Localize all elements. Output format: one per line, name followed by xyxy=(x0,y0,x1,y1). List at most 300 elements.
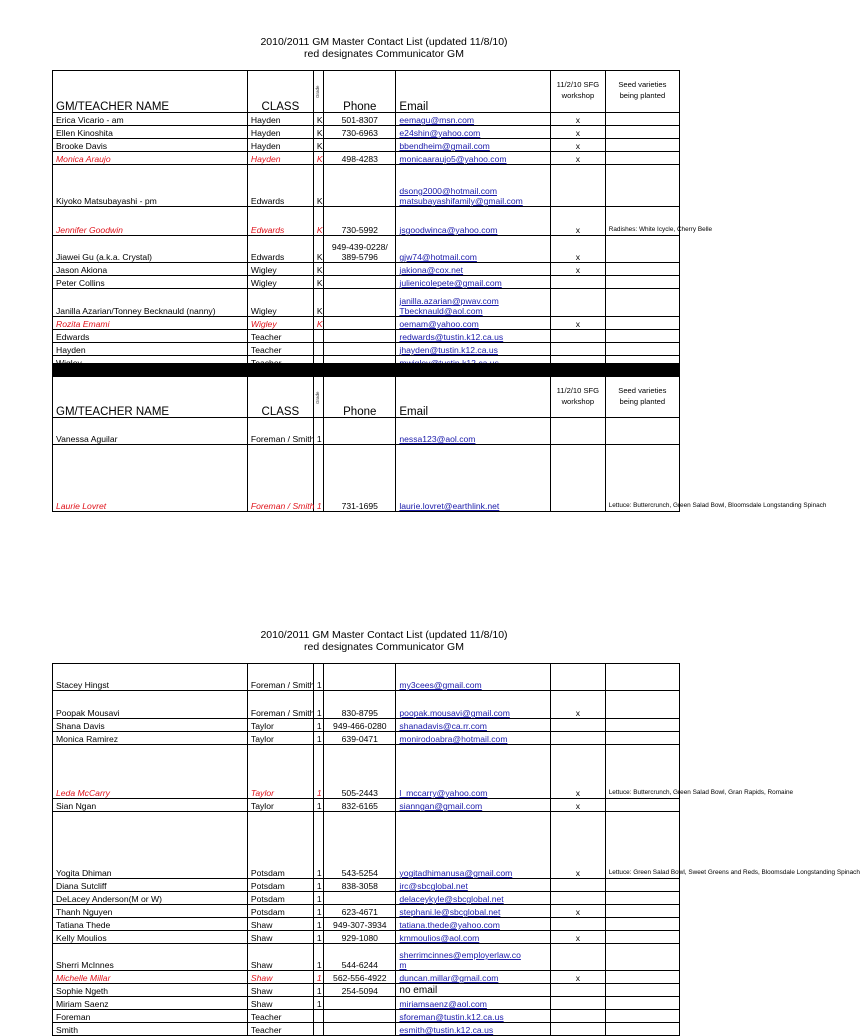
grade-value: K xyxy=(313,126,323,139)
email-cell xyxy=(396,719,551,732)
phone-number xyxy=(324,418,396,445)
email-cell xyxy=(396,732,551,745)
grade-value: K xyxy=(313,317,323,330)
class-name: Edwards xyxy=(247,236,313,263)
table-row xyxy=(53,745,680,799)
header-phone: Phone xyxy=(324,377,396,418)
table-row xyxy=(53,113,680,126)
email-link[interactable]: esmith@tustin.k12.ca.us xyxy=(399,1025,494,1035)
header-workshop: 11/2/10 SFG workshop xyxy=(551,71,606,113)
table-row xyxy=(53,317,680,330)
seed-varieties xyxy=(605,879,679,892)
email-cell xyxy=(396,931,551,944)
grade-value: 1 xyxy=(313,905,323,918)
email-cell xyxy=(396,892,551,905)
grade-value: 1 xyxy=(313,931,323,944)
email-cell xyxy=(396,126,551,139)
seed-varieties xyxy=(605,1023,679,1036)
table-row xyxy=(53,984,680,997)
phone-number xyxy=(324,719,396,732)
class-name: Shaw xyxy=(247,984,313,997)
phone-number xyxy=(324,664,396,691)
email-cell xyxy=(396,745,551,799)
email-text: no email xyxy=(399,985,438,996)
table-row xyxy=(53,263,680,276)
workshop-mark: x xyxy=(551,207,606,236)
grade-value: 1 xyxy=(313,418,323,445)
phone-line: 543-5254 xyxy=(341,868,378,878)
workshop-mark xyxy=(551,984,606,997)
class-name: Teacher xyxy=(247,1023,313,1036)
header-grade: Grade xyxy=(313,377,323,418)
workshop-mark: x xyxy=(551,812,606,879)
phone-line: 949-439-0228/ xyxy=(331,242,388,252)
phone-number xyxy=(324,918,396,931)
email-link[interactable]: kmmoulios@aol.com xyxy=(399,933,480,943)
email-cell xyxy=(396,289,551,317)
table-row xyxy=(53,126,680,139)
seed-varieties xyxy=(605,317,679,330)
workshop-mark: x xyxy=(551,931,606,944)
workshop-mark xyxy=(551,719,606,732)
contact-name: Stacey Hingst xyxy=(53,664,248,691)
phone-number xyxy=(324,317,396,330)
email-link[interactable]: my3cees@gmail.com xyxy=(399,680,482,690)
table-row xyxy=(53,276,680,289)
email-link[interactable]: e24shin@yahoo.com xyxy=(399,128,481,138)
contact-name: Ellen Kinoshita xyxy=(53,126,248,139)
contact-name: Sherri McInnes xyxy=(53,944,248,971)
phone-line: 562-556-4922 xyxy=(333,973,387,983)
seed-varieties xyxy=(605,905,679,918)
workshop-mark xyxy=(551,879,606,892)
phone-line: 544-6244 xyxy=(341,960,378,970)
email-link[interactable]: duncan.millar@gmail.com xyxy=(399,973,499,983)
contact-name: Jennifer Goodwin xyxy=(53,207,248,236)
email-cell xyxy=(396,418,551,445)
workshop-mark: x xyxy=(551,236,606,263)
table-row xyxy=(53,330,680,343)
phone-number xyxy=(324,236,396,263)
contact-name: Peter Collins xyxy=(53,276,248,289)
class-name: Wigley xyxy=(247,263,313,276)
phone-line: 623-4671 xyxy=(341,907,378,917)
table-row xyxy=(53,719,680,732)
workshop-mark: x xyxy=(551,152,606,165)
email-link[interactable]: monirodoabra@hotmail.com xyxy=(399,734,508,744)
page-subtitle: red designates Communicator GM xyxy=(304,48,464,60)
phone-number xyxy=(324,984,396,997)
table-row xyxy=(53,152,680,165)
phone-number xyxy=(324,971,396,984)
class-name: Hayden xyxy=(247,126,313,139)
page-subtitle: red designates Communicator GM xyxy=(304,641,464,653)
seed-varieties xyxy=(605,732,679,745)
contact-name: Tatiana Thede xyxy=(53,918,248,931)
contact-name: Poopak Mousavi xyxy=(53,691,248,719)
phone-number xyxy=(324,879,396,892)
header-name: GM/TEACHER NAME xyxy=(53,71,248,113)
header-phone: Phone xyxy=(324,71,396,113)
workshop-mark: x xyxy=(551,126,606,139)
phone-line: 498-4283 xyxy=(341,154,378,164)
grade-value xyxy=(313,343,323,356)
class-name: Wigley xyxy=(247,276,313,289)
email-link[interactable]: miriamsaenz@aol.com xyxy=(399,999,487,1009)
phone-line: 929-1080 xyxy=(341,933,378,943)
phone-number xyxy=(324,799,396,812)
seed-varieties xyxy=(605,165,679,207)
phone-line-2: 389-5796 xyxy=(341,252,378,262)
email-link[interactable]: delaceykyle@sbcglobal.net xyxy=(399,894,504,904)
class-name: Potsdam xyxy=(247,812,313,879)
grade-value: 1 xyxy=(313,812,323,879)
email-cell xyxy=(396,330,551,343)
grade-value: 1 xyxy=(313,745,323,799)
class-name: Taylor xyxy=(247,745,313,799)
email-link[interactable]: sianngan@gmail.com xyxy=(399,801,483,811)
email-cell xyxy=(396,664,551,691)
phone-line: 949-466-0280 xyxy=(333,721,387,731)
workshop-mark: x xyxy=(551,317,606,330)
class-name: Shaw xyxy=(247,918,313,931)
workshop-mark xyxy=(551,1010,606,1023)
phone-number xyxy=(324,445,396,512)
phone-number xyxy=(324,343,396,356)
class-name: Hayden xyxy=(247,113,313,126)
table-row xyxy=(53,139,680,152)
class-name: Hayden xyxy=(247,139,313,152)
grade-value: K xyxy=(313,139,323,152)
workshop-mark: x xyxy=(551,799,606,812)
seed-varieties xyxy=(605,276,679,289)
email-cell xyxy=(396,997,551,1010)
phone-number xyxy=(324,892,396,905)
phone-line: 838-3058 xyxy=(341,881,378,891)
contact-name: Diana Sutcliff xyxy=(53,879,248,892)
email-link-2[interactable]: Tbecknauld@aol.com xyxy=(399,306,483,316)
grade-value xyxy=(313,330,323,343)
table-row xyxy=(53,289,680,317)
email-link-2[interactable]: m xyxy=(399,960,407,970)
table-row xyxy=(53,165,680,207)
email-link[interactable]: dsong2000@hotmail.com xyxy=(399,186,497,196)
grade-value: K xyxy=(313,263,323,276)
phone-number xyxy=(324,944,396,971)
workshop-mark: x xyxy=(551,113,606,126)
seed-varieties xyxy=(605,918,679,931)
contact-name: Rozita Emami xyxy=(53,317,248,330)
contact-table-first-grade xyxy=(52,363,827,512)
contact-name: Yogita Dhiman xyxy=(53,812,248,879)
phone-number xyxy=(324,289,396,317)
email-link[interactable]: laurie.lovret@earthlink.net xyxy=(399,501,500,511)
email-link[interactable]: jakiona@cox.net xyxy=(399,265,464,275)
class-name: Foreman / Smith xyxy=(247,445,313,512)
contact-name: Michelle Millar xyxy=(53,971,248,984)
table-row xyxy=(53,1023,680,1036)
contact-name: Laurie Lovret xyxy=(53,445,248,512)
class-name: Potsdam xyxy=(247,905,313,918)
header-class: CLASS xyxy=(247,71,313,113)
email-link[interactable]: gjw74@hotmail.com xyxy=(399,252,477,262)
phone-line: 731-1695 xyxy=(341,501,378,511)
email-link[interactable]: sforeman@tustin.k12.ca.us xyxy=(399,1012,504,1022)
workshop-mark xyxy=(551,1023,606,1036)
email-link[interactable]: oemam@yahoo.com xyxy=(399,319,479,329)
table-row xyxy=(53,799,680,812)
email-link[interactable]: l_mccarry@yahoo.com xyxy=(399,788,488,798)
seed-varieties xyxy=(605,343,679,356)
email-cell xyxy=(396,165,551,207)
contact-name: Shana Davis xyxy=(53,719,248,732)
seed-varieties xyxy=(605,719,679,732)
class-name: Edwards xyxy=(247,165,313,207)
phone-line: 949-307-3934 xyxy=(333,920,387,930)
table-row xyxy=(53,971,680,984)
table-row xyxy=(53,812,680,879)
phone-line: 501-8307 xyxy=(341,115,378,125)
phone-number xyxy=(324,276,396,289)
table-row xyxy=(53,207,680,236)
contact-name: Monica Ramirez xyxy=(53,732,248,745)
contact-name: Kelly Moulios xyxy=(53,931,248,944)
contact-name: Kiyoko Matsubayashi - pm xyxy=(53,165,248,207)
seed-varieties xyxy=(605,1010,679,1023)
section-divider xyxy=(53,364,680,377)
workshop-mark xyxy=(551,289,606,317)
contact-name: Smith xyxy=(53,1023,248,1036)
class-name: Wigley xyxy=(247,317,313,330)
grade-value: 1 xyxy=(313,997,323,1010)
contact-name: Sian Ngan xyxy=(53,799,248,812)
phone-number xyxy=(324,905,396,918)
seed-varieties xyxy=(605,799,679,812)
class-name: Potsdam xyxy=(247,879,313,892)
contact-name: Erica Vicario - am xyxy=(53,113,248,126)
class-name: Taylor xyxy=(247,732,313,745)
email-cell xyxy=(396,1010,551,1023)
seed-varieties: Lettuce: Buttercrunch, Green Salad Bowl, Gran Rapids, Romaine xyxy=(605,745,679,799)
grade-value: K xyxy=(313,152,323,165)
email-link[interactable]: stephani.le@sbcglobal.net xyxy=(399,907,501,917)
contact-table-first-grade-continued xyxy=(52,663,860,1036)
email-cell xyxy=(396,445,551,512)
table-row xyxy=(53,664,680,691)
email-cell xyxy=(396,236,551,263)
header-grade: Grade xyxy=(313,71,323,113)
grade-value: 1 xyxy=(313,918,323,931)
contact-name: Janilla Azarian/Tonney Becknauld (nanny) xyxy=(53,289,248,317)
class-name: Foreman / Smith xyxy=(247,664,313,691)
phone-number xyxy=(324,207,396,236)
seed-varieties xyxy=(605,330,679,343)
seed-varieties: Lettuce: Green Salad Bowl, Sweet Greens and Reds, Bloomsdale Longstanding Spinach xyxy=(605,812,679,879)
table-row xyxy=(53,236,680,263)
table-row xyxy=(53,997,680,1010)
workshop-mark xyxy=(551,445,606,512)
email-cell xyxy=(396,1023,551,1036)
header-workshop: 11/2/10 SFG workshop xyxy=(551,377,606,418)
email-cell xyxy=(396,343,551,356)
class-name: Wigley xyxy=(247,289,313,317)
workshop-mark xyxy=(551,892,606,905)
contact-name: DeLacey Anderson(M or W) xyxy=(53,892,248,905)
email-cell xyxy=(396,879,551,892)
workshop-mark xyxy=(551,918,606,931)
seed-varieties xyxy=(605,152,679,165)
contact-name: Monica Araujo xyxy=(53,152,248,165)
contact-name: Brooke Davis xyxy=(53,139,248,152)
phone-number xyxy=(324,1010,396,1023)
email-link[interactable]: jhayden@tustin.k12.ca.us xyxy=(399,345,498,355)
table-row xyxy=(53,445,680,512)
table-header-row xyxy=(53,377,680,418)
workshop-mark xyxy=(551,165,606,207)
contact-table-kindergarten xyxy=(52,70,713,369)
email-link[interactable]: julienicolepete@gmail.com xyxy=(399,278,502,288)
email-link[interactable]: nessa123@aol.com xyxy=(399,434,476,444)
email-cell xyxy=(396,984,551,997)
seed-varieties xyxy=(605,263,679,276)
table-row xyxy=(53,732,680,745)
email-link[interactable]: irc@sbcglobal.net xyxy=(399,881,468,891)
table-row xyxy=(53,905,680,918)
table-row xyxy=(53,691,680,719)
table-row xyxy=(53,918,680,931)
email-link[interactable]: tatiana.thede@yahoo.com xyxy=(399,920,500,930)
seed-varieties xyxy=(605,664,679,691)
page-title: 2010/2011 GM Master Contact List (updated 11/8/10) xyxy=(260,629,508,641)
contact-name: Miriam Saenz xyxy=(53,997,248,1010)
table-row xyxy=(53,879,680,892)
email-link[interactable]: shanadavis@ca.rr.com xyxy=(399,721,487,731)
page-title: 2010/2011 GM Master Contact List (updated 11/8/10) xyxy=(260,36,508,48)
header-seeds: Seed varieties being planted xyxy=(605,377,679,418)
contact-name: Jiawei Gu (a.k.a. Crystal) xyxy=(53,236,248,263)
class-name: Teacher xyxy=(247,1010,313,1023)
email-link[interactable]: janilla.azarian@pwav.com xyxy=(399,296,499,306)
email-link[interactable]: eemagu@msn.com xyxy=(399,115,475,125)
table-row xyxy=(53,418,680,445)
phone-number xyxy=(324,931,396,944)
seed-varieties xyxy=(605,126,679,139)
email-cell xyxy=(396,317,551,330)
workshop-mark: x xyxy=(551,745,606,799)
table-row xyxy=(53,892,680,905)
grade-value xyxy=(313,1023,323,1036)
class-name: Taylor xyxy=(247,719,313,732)
email-cell xyxy=(396,113,551,126)
email-cell xyxy=(396,971,551,984)
email-link-2[interactable]: matsubayashifamily@gmail.com xyxy=(399,196,523,206)
grade-value: 1 xyxy=(313,445,323,512)
class-name: Shaw xyxy=(247,997,313,1010)
grade-value: 1 xyxy=(313,799,323,812)
class-name: Teacher xyxy=(247,343,313,356)
email-cell xyxy=(396,799,551,812)
email-link[interactable]: bbendheim@gmail.com xyxy=(399,141,490,151)
email-link[interactable]: sherrimcinnes@employerlaw.co xyxy=(399,950,521,960)
phone-number xyxy=(324,745,396,799)
seed-varieties xyxy=(605,892,679,905)
phone-number xyxy=(324,165,396,207)
phone-number xyxy=(324,330,396,343)
seed-varieties xyxy=(605,971,679,984)
seed-varieties: Radishes: White Icycle, Cherry Belle xyxy=(605,207,679,236)
phone-number xyxy=(324,732,396,745)
class-name: Teacher xyxy=(247,330,313,343)
email-link[interactable]: monicaaraujo5@yahoo.com xyxy=(399,154,507,164)
grade-value xyxy=(313,1010,323,1023)
workshop-mark xyxy=(551,330,606,343)
workshop-mark: x xyxy=(551,263,606,276)
workshop-mark: x xyxy=(551,139,606,152)
email-link[interactable]: jsgoodwinca@yahoo.com xyxy=(399,225,498,235)
class-name: Potsdam xyxy=(247,892,313,905)
class-name: Taylor xyxy=(247,799,313,812)
class-name: Hayden xyxy=(247,152,313,165)
grade-value: K xyxy=(313,276,323,289)
email-cell xyxy=(396,944,551,971)
email-link[interactable]: poopak.mousavi@gmail.com xyxy=(399,708,510,718)
seed-varieties: Lettuce: Buttercrunch, Green Salad Bowl, Bloomsdale Longstanding Spinach xyxy=(605,445,679,512)
workshop-mark xyxy=(551,944,606,971)
phone-number xyxy=(324,997,396,1010)
contact-name: Leda McCarry xyxy=(53,745,248,799)
workshop-mark: x xyxy=(551,691,606,719)
phone-number xyxy=(324,691,396,719)
grade-value: K xyxy=(313,289,323,317)
seed-varieties xyxy=(605,997,679,1010)
contact-name: Sophie Ngeth xyxy=(53,984,248,997)
class-name: Shaw xyxy=(247,971,313,984)
contact-name: Vanessa Aguilar xyxy=(53,418,248,445)
workshop-mark xyxy=(551,418,606,445)
phone-line: 639-0471 xyxy=(341,734,378,744)
class-name: Shaw xyxy=(247,931,313,944)
header-class: CLASS xyxy=(247,377,313,418)
phone-number xyxy=(324,1023,396,1036)
workshop-mark: x xyxy=(551,971,606,984)
seed-varieties xyxy=(605,113,679,126)
grade-value: 1 xyxy=(313,879,323,892)
phone-line: 730-6963 xyxy=(341,128,378,138)
email-link[interactable]: yogitadhimanusa@gmail.com xyxy=(399,868,513,878)
workshop-mark xyxy=(551,997,606,1010)
phone-number xyxy=(324,126,396,139)
workshop-mark xyxy=(551,664,606,691)
phone-number xyxy=(324,812,396,879)
grade-value: 1 xyxy=(313,691,323,719)
phone-number xyxy=(324,113,396,126)
workshop-mark xyxy=(551,343,606,356)
email-cell xyxy=(396,918,551,931)
grade-value: K xyxy=(313,207,323,236)
seed-varieties xyxy=(605,691,679,719)
email-cell xyxy=(396,139,551,152)
email-cell xyxy=(396,207,551,236)
grade-value: K xyxy=(313,165,323,207)
grade-value: 1 xyxy=(313,944,323,971)
contact-name: Thanh Nguyen xyxy=(53,905,248,918)
email-cell xyxy=(396,812,551,879)
email-cell xyxy=(396,905,551,918)
email-link[interactable]: redwards@tustin.k12.ca.us xyxy=(399,332,504,342)
seed-varieties xyxy=(605,289,679,317)
seed-varieties xyxy=(605,236,679,263)
phone-number xyxy=(324,139,396,152)
